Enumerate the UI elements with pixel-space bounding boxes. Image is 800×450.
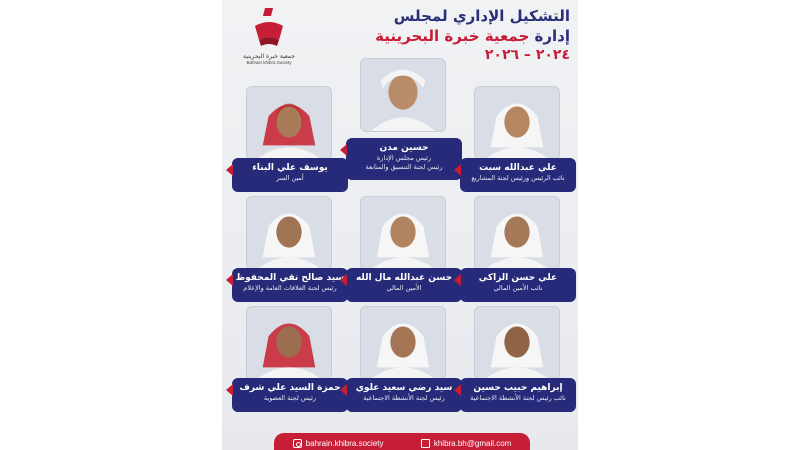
member-photo: [360, 306, 446, 380]
member-role: نائب رئيس لجنة الأنشطة الاجتماعية: [470, 394, 566, 402]
instagram-handle: bahrain.khibra.society: [305, 438, 384, 448]
title-line-2-society: جمعية خبرة البحرينية: [375, 27, 530, 45]
logo-arabic-text: جمعية خبرة البحرينية: [243, 53, 295, 60]
member-photo: [360, 58, 446, 132]
email-contact[interactable]: [421, 439, 511, 448]
title-line-2-prefix: إدارة: [529, 27, 570, 45]
instagram-icon: [293, 439, 302, 448]
logo-english-text: Bahrain khibra Society: [246, 60, 292, 65]
member-name: علي عبدالله سبت: [479, 163, 557, 173]
member-role: أمين السر: [276, 174, 304, 182]
member-name: علي حسن الزاكي: [478, 273, 558, 283]
member-info: [346, 138, 462, 180]
member-photo: [360, 196, 446, 270]
member-role: رئيس لجنة العضوية: [263, 394, 317, 402]
member-info: [460, 158, 576, 192]
member-name: إبراهيم حبيب حسين: [473, 383, 563, 393]
member-photo: [246, 306, 332, 380]
member-role: نائب الرئيس ورئيس لجنة المشاريع: [471, 174, 565, 182]
logo-mark-icon: [249, 6, 289, 52]
member-photo: [246, 86, 332, 160]
email-address: khibra.bh@gmail.com: [433, 438, 512, 448]
member-name: حمزة السيد علي شرف: [239, 383, 341, 393]
member-name: يوسف علي البناء: [252, 163, 328, 173]
member-photo: [474, 196, 560, 270]
member-name: حسين مدن: [379, 143, 429, 153]
title-years: ٢٠٢٤ – ٢٠٢٦: [484, 47, 570, 63]
title-line-1: التشكيل الإداري لمجلس: [393, 7, 570, 25]
member-info: [460, 268, 576, 302]
member-photo: [246, 196, 332, 270]
member-role: رئيس لجنة الأنشطة الاجتماعية: [363, 394, 445, 402]
email-icon: [421, 439, 430, 448]
poster: [222, 0, 578, 450]
member-role: رئيس مجلس الإدارة: [376, 154, 432, 162]
member-role: نائب الأمين المالي: [493, 284, 543, 292]
member-info: [346, 378, 462, 412]
member-role: رئيس لجنة العلاقات العامة والإعلام: [243, 284, 337, 292]
society-logo: [234, 6, 304, 76]
member-name: حسن عبدالله مال الله: [355, 273, 453, 283]
member-name: سيد صالح تقي المحفوظ: [235, 273, 345, 283]
member-role-secondary: رئيس لجنة التنسيق والمتابعة: [365, 163, 443, 171]
member-info: [232, 268, 348, 302]
member-info: [460, 378, 576, 412]
member-info: [232, 378, 348, 412]
member-role: الأمين المالي: [386, 284, 422, 292]
instagram-contact[interactable]: [293, 439, 384, 448]
poster-title: [320, 6, 570, 64]
member-name: سيد رضي سعيد علوي: [355, 383, 453, 393]
member-info: [232, 158, 348, 192]
member-photo: [474, 306, 560, 380]
title-line-2: [320, 26, 570, 46]
member-info: [346, 268, 462, 302]
member-photo: [474, 86, 560, 160]
contact-footer: [274, 433, 530, 450]
